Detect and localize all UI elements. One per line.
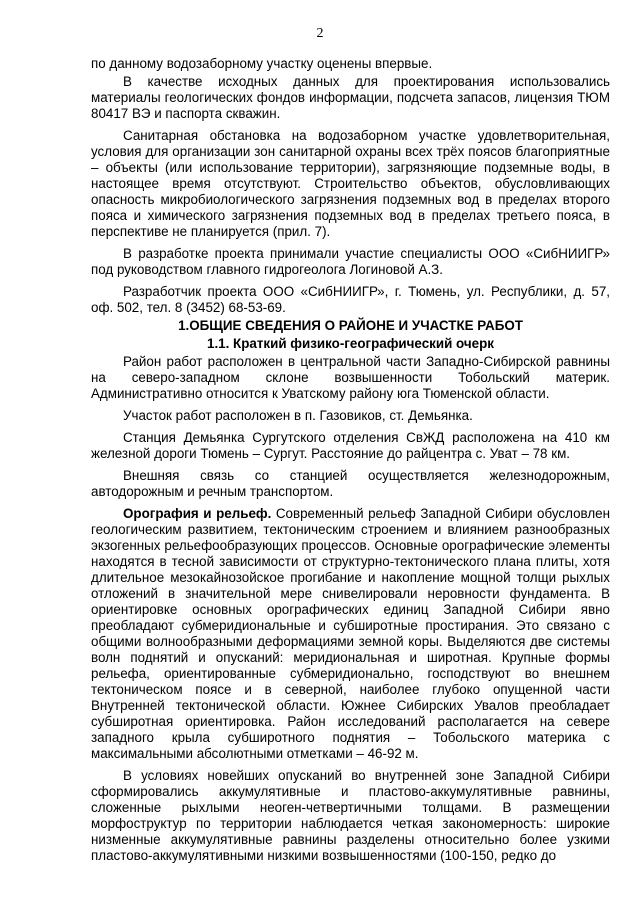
- paragraph-location: Район работ расположен в центральной части Западно-Сибирской равнины на северо-западном склоне возвышенности Тобольский материк. Административно относится к Уватскому району юга Тюменской области.: [91, 354, 610, 401]
- paragraph-continuation: по данному водозаборному участку оценены впервые.: [91, 56, 433, 71]
- section-title: 1.ОБЩИЕ СВЕДЕНИЯ О РАЙОНЕ И УЧАСТКЕ РАБОТ: [178, 318, 523, 333]
- page-number: 2: [316, 26, 324, 41]
- paragraph-lead-heading: Орография и рельеф.: [123, 506, 272, 521]
- paragraph-orography-text: Современный рельеф Западной Сибири обусловлен геологическим развитием, тектоническим строением и влиянием разнообразных экзогенных рельефообразующих процессов. Основные орографические элементы находятся в тесной зависимости от структурно-тектонического плана плиты, хотя длительное мезокайнозойское прогибание и накопление мощной толщи рыхлых отложений в значительной мере снивелировали неровности фундамента. В ориентировке основных орографических единиц Западной Сибири явно преобладают субмеридиональные и субширотные простирания. Это связано с общими волнообразными деформациями земной коры. Выделяются две системы волн поднятий и опусканий: меридиональная и широтная. Крупные формы рельефа, ориентированные субмеридионально, господствуют во внешнем тектоническом поясе и в северной, наиболее глубоко опущенной части Внутренней тектонической области. Южнее Сибирских Увалов преобладает субширотная ориентировка. Район исследований располагается на севере западного крыла субширотного поднятия – Тобольского материка с максимальными абсолютными отметками – 46-92 м.: [91, 506, 610, 761]
- paragraph-orography: [91, 506, 610, 762]
- paragraph-sanitary-conditions: Санитарная обстановка на водозаборном участке удовлетворительная, условия для организации зон санитарной охраны всех трёх поясов благоприятные – объекты (или использование территории), загрязняющие подземные воды, в настоящее время отсутствуют. Строительство объектов, обусловливающих опасность микробиологического загрязнения подземных вод в пределах второго пояса и химического загрязнения подземных вод в пределах третьего пояса, в перспективе не планируется (прил. 7).: [91, 128, 610, 239]
- document-body: [91, 56, 610, 870]
- paragraph-site: Участок работ расположен в п. Газовиков, ст. Демьянка.: [123, 408, 473, 423]
- paragraph-station: Станция Демьянка Сургутского отделения СвЖД расположена на 410 км железной дороги Тюмень – Сургут. Расстояние до райцентра с. Уват – 78 км.: [91, 430, 610, 461]
- paragraph-developer-contacts: Разработчик проекта ООО «СибНИИГР», г. Тюмень, ул. Республики, д. 57, оф. 502, тел. 8 (3452) 68-53-69.: [91, 284, 610, 315]
- paragraph-source-data: В качестве исходных данных для проектирования использовались материалы геологических фондов информации, подсчета запасов, лицензия ТЮМ 80417 ВЭ и паспорта скважин.: [91, 74, 610, 121]
- paragraph-transport: Внешняя связь со станцией осуществляется железнодорожным, автодорожным и речным транспортом.: [91, 468, 610, 499]
- paragraph-neotectonics: В условиях новейших опусканий во внутренней зоне Западной Сибири сформировались аккумулятивные и пластово-аккумулятивные равнины, сложенные рыхлыми неоген-четвертичными толщами. В размещении морфоструктур по территории наблюдается четкая закономерность: широкие низменные аккумулятивные равнины разделены относительно более узкими пластово-аккумулятивными низкими возвышенностями (100-150, редко до: [91, 768, 610, 863]
- paragraph-participants: В разработке проекта принимали участие специалисты ООО «СибНИИГР» под руководством главного гидрогеолога Логиновой А.З.: [91, 246, 610, 277]
- subsection-title: 1.1. Краткий физико-географический очерк: [207, 336, 494, 351]
